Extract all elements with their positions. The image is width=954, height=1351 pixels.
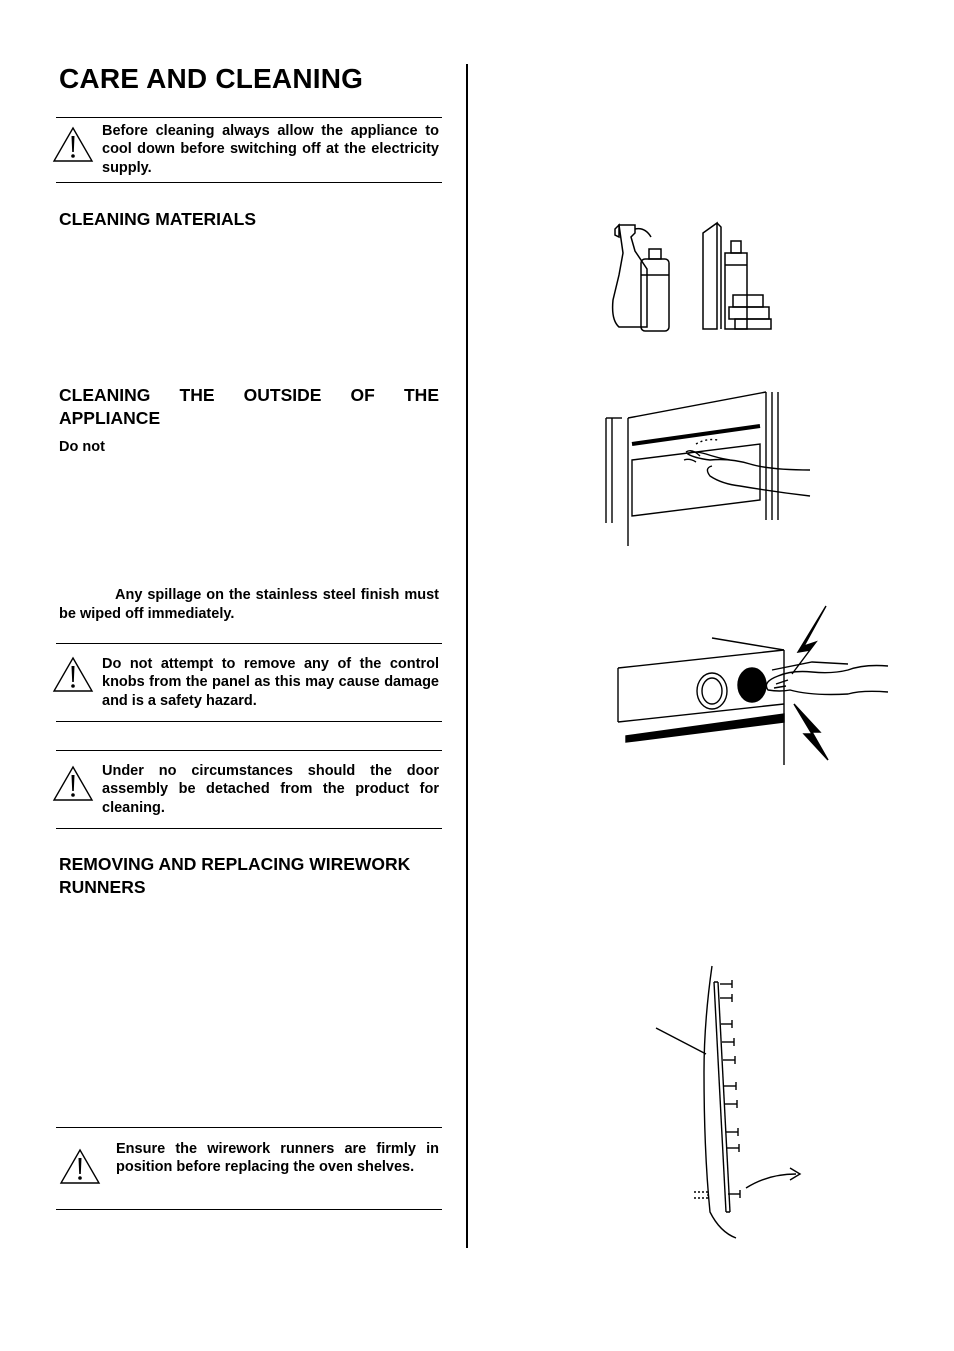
warning-top-rule bbox=[56, 750, 442, 751]
do-not-text: Do not bbox=[59, 439, 105, 455]
column-divider bbox=[466, 64, 468, 1248]
warning-bottom-rule bbox=[56, 828, 442, 829]
warning-triangle-icon bbox=[52, 656, 94, 694]
wiping-appliance-illustration bbox=[600, 388, 815, 548]
warning-door-assembly: Under no circumstances should the door assembly be detached from the product for cleaning. bbox=[102, 763, 439, 816]
warning-bottom-rule bbox=[56, 182, 442, 183]
warning-cool-down: Before cleaning always allow the appliance to cool down before switching off at the electricity supply. bbox=[102, 123, 439, 176]
page-title: CARE AND CLEANING bbox=[59, 63, 364, 94]
warning-triangle-icon bbox=[52, 765, 94, 803]
control-knob-warning-illustration bbox=[612, 600, 897, 770]
warning-control-knobs: Do not attempt to remove any of the control knobs from the panel as this may cause damage and is a safety hazard. bbox=[102, 656, 439, 709]
heading-cleaning-materials: CLEANING MATERIALS bbox=[59, 209, 257, 229]
cleaning-products-illustration bbox=[605, 215, 780, 335]
warning-top-rule bbox=[56, 1127, 442, 1128]
heading-wirework-runners: REMOVING AND REPLACING WIREWORK RUNNERS bbox=[59, 854, 411, 897]
wirework-runner-illustration bbox=[650, 962, 810, 1242]
spillage-text: Any spillage on the stainless steel finish must be wiped off immediately. bbox=[59, 587, 439, 622]
warning-triangle-icon bbox=[59, 1148, 101, 1186]
warning-bottom-rule bbox=[56, 1209, 442, 1210]
heading-cleaning-outside: CLEANING THE OUTSIDE OF THE APPLIANCE bbox=[59, 385, 439, 428]
warning-bottom-rule bbox=[56, 721, 442, 722]
warning-top-rule bbox=[56, 643, 442, 644]
warning-top-rule bbox=[56, 117, 442, 118]
warning-triangle-icon bbox=[52, 126, 94, 164]
warning-wirework-runners: Ensure the wirework runners are firmly in position before replacing the oven shelves. bbox=[116, 1141, 439, 1176]
